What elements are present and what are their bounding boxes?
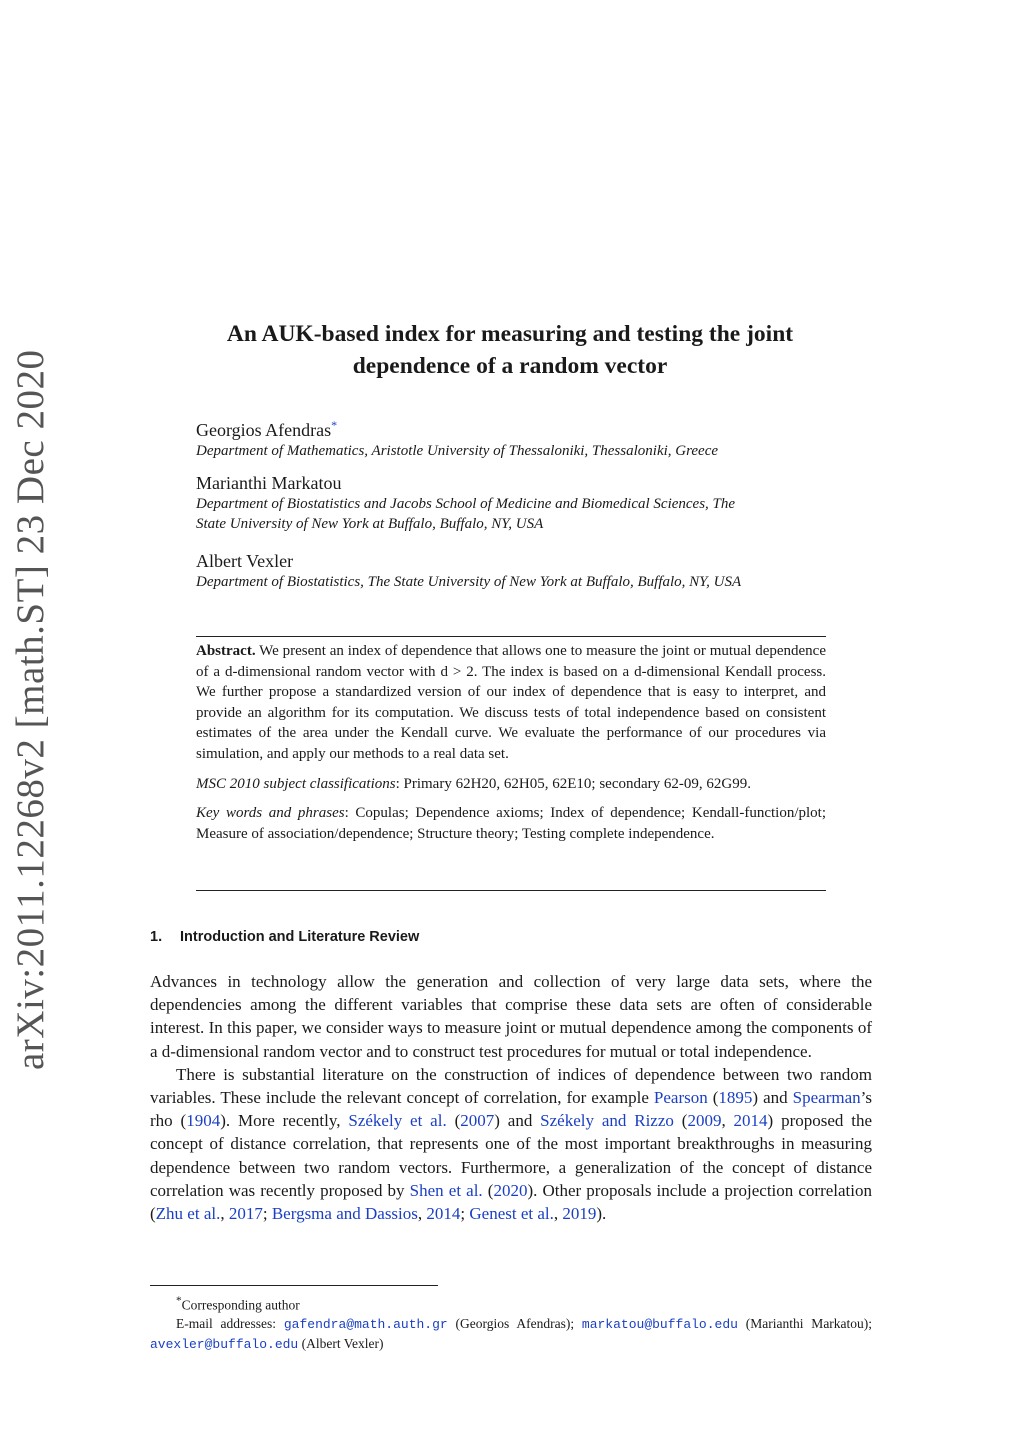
title-line-1: An AUK-based index for measuring and testing the joint (226, 321, 794, 347)
citation-link[interactable]: Zhu et al. (155, 1204, 221, 1224)
msc-label: MSC 2010 subject classifications (196, 775, 396, 792)
citation-year-link[interactable]: 2017 (228, 1204, 263, 1224)
section-heading (150, 929, 419, 945)
title-line-2: dependence of a random vector (352, 353, 668, 379)
email-link[interactable]: avexler@buffalo.edu (150, 1336, 299, 1352)
citation-year-link[interactable]: 1904 (186, 1111, 221, 1131)
abstract: Abstract. We present an index of dependence that allows one to measure the joint or mutual dependence of a d-dimensional random vector with d > 2. The index is based on a d-dimensional Kendall process. We further propose a standardized version of our index of dependence that is easy to interpret, and provide an algorithm for its computation. We discuss tests of total independence based on consistent estimates of the area under the Kendall curve. We evaluate the performance of our procedures via simulation, and apply our methods to a real data set. MSC 2010 subject classifications: Primary 62H20, 62H05, 62E10; secondary 62-09, 62G99. Key words and phrases: Copulas; Dependence axioms; Index of dependence; Kendall-function/plot; Measure of association/dependence; Structure theory; Testing complete independence. (196, 643, 826, 842)
author-affiliation: Department of Biostatistics, The State University of New York at Buffalo, Buffalo, NY, USA (196, 574, 742, 590)
section-title: Introduction and Literature Review (180, 929, 420, 945)
abstract-bottom-rule (196, 890, 826, 891)
citation-link[interactable]: Genest et al. (469, 1204, 554, 1224)
author-affiliation: Department of Mathematics, Aristotle University of Thessaloniki, Thessaloniki, Greece (196, 443, 719, 459)
paragraph-2: There is substantial literature on the construction of indices of dependence between two random variables. These include the relevant concept of correlation, for example Pearson (1895) and Spearman’s rho (1904). More recently, Székely et al. (2007) and Székely and Rizzo (2009, 2014) proposed the concept of distance correlation, that represents one of the most important breakthroughs in measuring dependence between two random vectors. Furthermore, a generalization of the concept of distance correlation was recently proposed by Shen et al. (2020). Other proposals include a projection correlation (Zhu et al., 2017; Bergsma and Dassios, 2014; Genest et al., 2019). (150, 1064, 873, 1224)
citation-year-link[interactable]: 2020 (493, 1180, 528, 1200)
citation-link[interactable]: Spearman (792, 1088, 861, 1108)
citation-year-link[interactable]: 2019 (562, 1204, 597, 1224)
body-text (150, 970, 872, 1225)
author-affiliation: State University of New York at Buffalo, Buffalo, NY, USA (196, 516, 544, 532)
abstract-label: Abstract. (196, 643, 256, 659)
abstract-top-rule (196, 636, 826, 637)
email-label: E-mail addresses: (176, 1316, 277, 1331)
paragraph-1: Advances in technology allow the generation and collection of very large data sets, where the dependencies among the different variables that comprise these data sets are often of considerable interest. In this paper, we consider ways to measure joint or mutual dependence among the components of a d-dimensional random vector and to construct test procedures for mutual or total independence. (150, 972, 872, 1061)
author-name: Albert Vexler (196, 551, 294, 571)
abstract-text: We present an index of dependence that allows one to measure the joint or mutual dependence of a d-dimensional random vector with d > 2. The index is based on a d-dimensional Kendall process. We further propose a standardized version of our index of dependence that is easy to interpret, and provide an algorithm for its computation. We discuss tests of total independence based on consistent estimates of the area under the Kendall curve. We evaluate the performance of our procedures via simulation, and apply our methods to a real data set. (196, 643, 826, 762)
citation-link[interactable]: Székely and Rizzo (540, 1111, 674, 1131)
author-block-2 (196, 472, 826, 534)
footnote-rule (150, 1285, 438, 1286)
section-number: 1. (150, 929, 163, 945)
author-footnote-mark[interactable]: * (331, 418, 338, 432)
citation-year-link[interactable]: 1895 (718, 1088, 753, 1108)
author-block-1 (196, 414, 826, 461)
email-link[interactable]: gafendra@math.auth.gr (283, 1317, 448, 1332)
citation-link[interactable]: Shen et al. (409, 1180, 483, 1200)
citation-year-link[interactable]: 2014 (733, 1111, 768, 1131)
footnote-mark: * (176, 1295, 182, 1307)
citation-link[interactable]: Bergsma and Dassios (271, 1204, 418, 1224)
citation-year-link[interactable]: 2009 (687, 1111, 722, 1131)
arxiv-stamp: arXiv:2011.12268v2 [math.ST] 23 Dec 2020 (9, 349, 52, 1070)
msc-text: Primary 62H20, 62H05, 62E10; secondary 62-09, 62G99. (403, 775, 751, 792)
keywords-label: Key words and phrases (196, 805, 345, 822)
keywords-text: Copulas; Dependence axioms; Index of dependence; Kendall-function/plot; Measure of association/dependence; Structure theory; Testing complete independence. (196, 805, 826, 842)
citation-year-link[interactable]: 2007 (460, 1111, 495, 1131)
citation-link[interactable]: Pearson (653, 1088, 708, 1108)
email-link[interactable]: markatou@buffalo.edu (581, 1317, 738, 1332)
citation-link[interactable]: Székely et al. (348, 1111, 447, 1131)
author-affiliation: Department of Biostatistics and Jacobs School of Medicine and Biomedical Sciences, The (196, 496, 736, 512)
footnote: *Corresponding author E-mail addresses: gafendra@math.auth.gr (Georgios Afendras); markatou@buffalo.edu (Marianthi Markatou); avexler@buffalo.edu (Albert Vexler) (150, 1295, 873, 1352)
author-name: Georgios Afendras (196, 420, 332, 440)
paper-title (180, 318, 840, 382)
corresponding-author: Corresponding author (181, 1297, 300, 1313)
citation-year-link[interactable]: 2014 (426, 1204, 461, 1224)
author-block-3 (196, 550, 826, 592)
author-name: Marianthi Markatou (196, 473, 342, 493)
